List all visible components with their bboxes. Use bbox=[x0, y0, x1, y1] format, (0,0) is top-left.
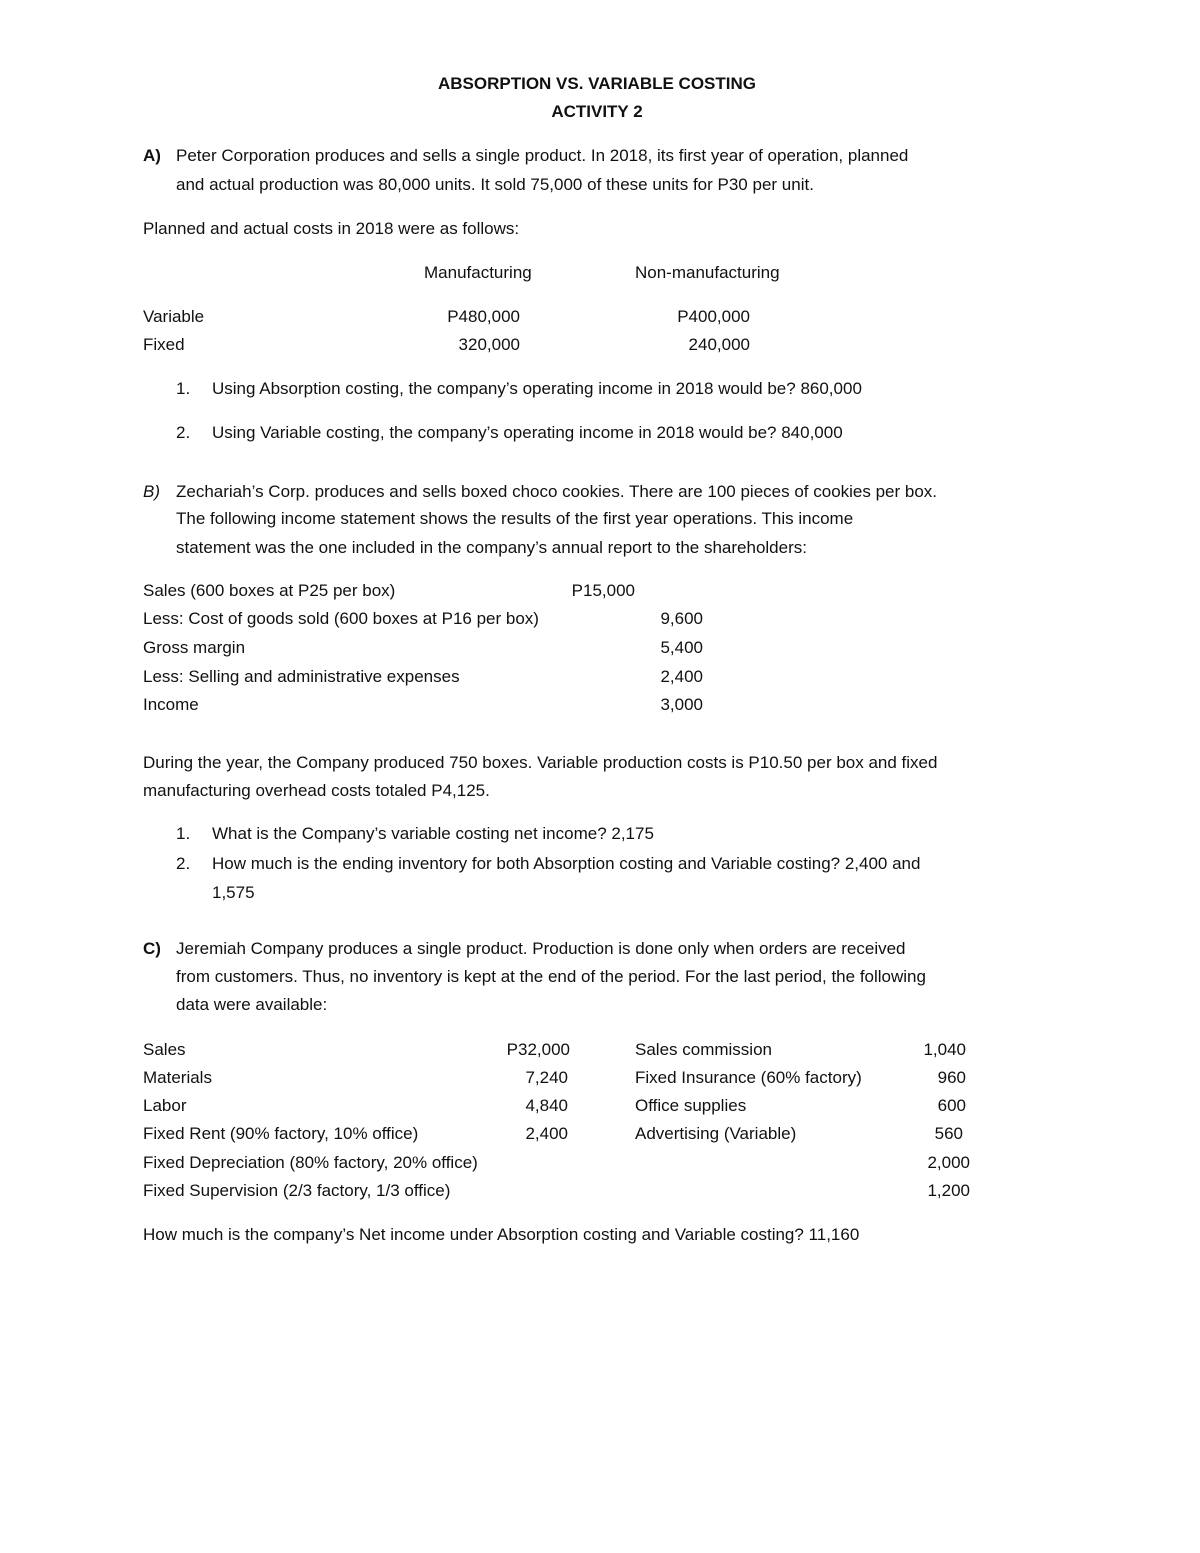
data-item-label: Sales commission bbox=[635, 1040, 772, 1059]
column-header-manufacturing: Manufacturing bbox=[424, 263, 532, 282]
section-b-paragraph-line3: statement was the one included in the company’s annual report to the shareholders: bbox=[176, 538, 807, 557]
data-item-label: Fixed Insurance (60% factory) bbox=[635, 1068, 862, 1087]
section-a-paragraph-line2: and actual production was 80,000 units. It sold 75,000 of these units for P30 per unit. bbox=[176, 175, 814, 194]
data-item-label: Sales bbox=[143, 1040, 186, 1059]
statement-label: Less: Cost of goods sold (600 boxes at P16 per box) bbox=[143, 609, 539, 628]
cost-row-nonmanufacturing: P400,000 bbox=[677, 307, 750, 326]
data-item-label: Fixed Depreciation (80% factory, 20% office) bbox=[143, 1153, 478, 1172]
page-title: ABSORPTION VS. VARIABLE COSTING bbox=[438, 74, 756, 93]
section-c-paragraph-line2: from customers. Thus, no inventory is kept at the end of the period. For the last period, the following bbox=[176, 967, 926, 986]
data-item-label: Advertising (Variable) bbox=[635, 1124, 797, 1143]
data-item-amount: 600 bbox=[937, 1096, 966, 1115]
data-item-amount: 2,000 bbox=[927, 1153, 970, 1172]
data-item-amount: P32,000 bbox=[506, 1040, 570, 1059]
section-b-paragraph-line1: Zechariah’s Corp. produces and sells boxed choco cookies. There are 100 pieces of cookies per box. bbox=[176, 482, 938, 501]
section-c-question: How much is the company’s Net income under Absorption costing and Variable costing? 11,160 bbox=[143, 1225, 860, 1244]
data-item-amount: 1,040 bbox=[923, 1040, 966, 1059]
statement-label: Less: Selling and administrative expenses bbox=[143, 667, 460, 686]
section-b-paragraph-line2: The following income statement shows the results of the first year operations. This income bbox=[176, 509, 854, 528]
statement-amount: 2,400 bbox=[660, 667, 703, 686]
section-c-label: C) bbox=[143, 939, 161, 958]
cost-row-manufacturing: P480,000 bbox=[447, 307, 520, 326]
question-number: 2. bbox=[176, 854, 191, 873]
question-text: How much is the ending inventory for both Absorption costing and Variable costing? 2,400 and bbox=[212, 854, 921, 873]
statement-label: Sales (600 boxes at P25 per box) bbox=[143, 581, 396, 600]
statement-label: Gross margin bbox=[143, 638, 246, 657]
data-item-label: Fixed Rent (90% factory, 10% office) bbox=[143, 1124, 419, 1143]
statement-amount: P15,000 bbox=[571, 581, 635, 600]
section-a-label: A) bbox=[143, 146, 161, 165]
statement-amount: 3,000 bbox=[660, 695, 703, 714]
question-number: 2. bbox=[176, 423, 191, 442]
data-item-label: Labor bbox=[143, 1096, 187, 1115]
statement-label: Income bbox=[143, 695, 199, 714]
data-item-label: Fixed Supervision (2/3 factory, 1/3 office) bbox=[143, 1181, 451, 1200]
statement-amount: 9,600 bbox=[660, 609, 703, 628]
section-a-paragraph-line1: Peter Corporation produces and sells a single product. In 2018, its first year of operation, planned bbox=[176, 146, 909, 165]
section-b-year-line1: During the year, the Company produced 750 boxes. Variable production costs is P10.50 per box and fixed bbox=[143, 753, 938, 772]
cost-row-nonmanufacturing: 240,000 bbox=[688, 335, 750, 354]
question-text: What is the Company’s variable costing net income? 2,175 bbox=[212, 824, 654, 843]
data-item-label: Materials bbox=[143, 1068, 212, 1087]
data-item-amount: 560 bbox=[934, 1124, 963, 1143]
cost-row-label: Variable bbox=[143, 307, 205, 326]
costs-intro: Planned and actual costs in 2018 were as follows: bbox=[143, 219, 520, 238]
section-c-paragraph-line3: data were available: bbox=[176, 995, 328, 1014]
data-item-amount: 960 bbox=[937, 1068, 966, 1087]
question-number: 1. bbox=[176, 379, 191, 398]
data-item-amount: 2,400 bbox=[525, 1124, 568, 1143]
section-b-year-line2: manufacturing overhead costs totaled P4,125. bbox=[143, 781, 490, 800]
cost-row-manufacturing: 320,000 bbox=[458, 335, 520, 354]
data-item-label: Office supplies bbox=[635, 1096, 747, 1115]
question-text: Using Variable costing, the company’s operating income in 2018 would be? 840,000 bbox=[212, 423, 843, 442]
page-subtitle: ACTIVITY 2 bbox=[551, 102, 643, 121]
question-text: Using Absorption costing, the company’s operating income in 2018 would be? 860,000 bbox=[212, 379, 862, 398]
data-item-amount: 7,240 bbox=[525, 1068, 568, 1087]
cost-row-label: Fixed bbox=[143, 335, 185, 354]
column-header-nonmanufacturing: Non-manufacturing bbox=[635, 263, 780, 282]
question-text-continuation: 1,575 bbox=[212, 883, 255, 902]
data-item-amount: 1,200 bbox=[927, 1181, 970, 1200]
section-b-label: B) bbox=[143, 482, 160, 501]
question-number: 1. bbox=[176, 824, 191, 843]
statement-amount: 5,400 bbox=[660, 638, 703, 657]
section-c-paragraph-line1: Jeremiah Company produces a single product. Production is done only when orders are received bbox=[176, 939, 906, 958]
data-item-amount: 4,840 bbox=[525, 1096, 568, 1115]
